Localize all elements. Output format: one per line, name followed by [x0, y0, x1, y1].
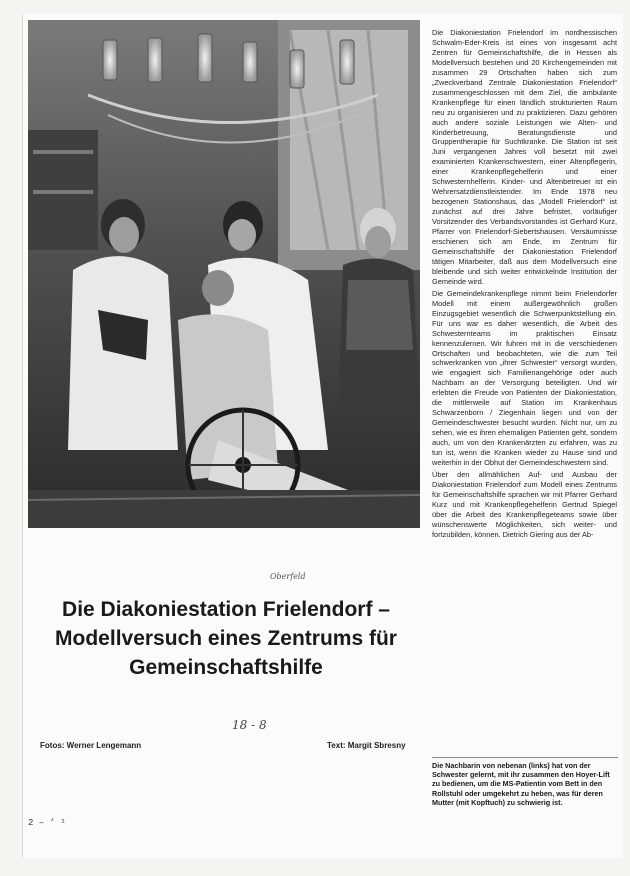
- handwritten-mark: 18 - 8: [232, 718, 267, 732]
- photo-caption: Die Nachbarin von nebenan (links) hat von der Schwester gelernt, mit ihr zusammen den Hoyer-Lift zu bedienen, um die MS-Patientin vom Bett in den Rollstuhl oder umgekehrt zu heben, was für deren Mutter (mit Kopftuch) zu schwierig ist.: [432, 757, 618, 807]
- headline-line: Die Diakoniestation Frielendorf –: [62, 598, 390, 621]
- article-paragraph: Über den allmählichen Auf- und Ausbau der Diakoniestation Frielendorf zum Modell eines Zentrums für Gemeinschaftshilfe sprachen wir mit Pfarrer Gerhard Kurz und mit Krankenpflegehelferin Gertrud Spiegel über die Arbeit des Krankenpflegeteams sowie über wünschenswerte Möglichkeiten, sich weiter- und fortzubilden, können. Dietrich Giering aus der Ab-: [432, 469, 617, 539]
- photo-image: [28, 20, 420, 528]
- article-paragraph: Die Diakoniestation Frielendorf im nordhessischen Schwalm-Eder-Kreis ist eines von insgesamt acht Zentren für Gemeinschaftshilfe, die in Hessen als Modellversuch bestehen und 20 Kirchengemeinden mit zusammen 29 Ortschaften haben sich zum „Zweckverband Zentrale Diakoniestation Frielendorf“ zusammengeschlossen mit dem Ziel, die ambulante Krankenpflege für einen ländlich strukturierten Raum neu zu organisieren und zu praktizieren. Dazu gehören auch andere soziale Leistungen wie Alten- und Kinderbetreuung, Beratungsdienste und Gruppentherapie für Suchtkranke. Die Station ist seit Juni vergangenen Jahres voll besetzt mit zwei examinierten Krankenschwestern, einer Altenpflegerin, einer Krankenpflegehelferin und einer Schwesternhelferin. Kinder- und Altenbetreuer ist ein Wehrersatzdienstleistender. Im Ende 1978 neu bezogenen Stationshaus, das „Modell Frielendorf“ ist zunächst auf drei Jahre befristet, vorläufiger Vorsitzender des Verbandsvorstandes ist Gerhard Kurz, Pfarrer von Frielendorf-Siebertshausen. Versäumnisse erschienen sich am Ende, im Zentrum für Gemeinschaftshilfe der Diakoniestation Frielendorf tätigen Mitarbeiter, daß aus dem Modellversuch eine bleibende und sich weiter entwickelnde Institution der Gemeinde wird.: [432, 28, 617, 286]
- text-credit: Text: Margit Sbresny: [327, 741, 406, 750]
- handwritten-note: Oberfeld: [270, 572, 306, 581]
- article-photo: [28, 20, 420, 528]
- headline-line: Modellversuch eines Zentrums für: [55, 627, 397, 650]
- article-body: [432, 28, 617, 542]
- page-number: 2 – ’ ¹: [28, 818, 66, 828]
- headline-line: Gemeinschaftshilfe: [129, 656, 323, 679]
- article-headline: [30, 595, 422, 682]
- photo-credit: Fotos: Werner Lengemann: [40, 741, 142, 750]
- article-paragraph: Die Gemeindekrankenpflege nimmt beim Frielendorfer Modell mit einem außergewöhnlich großen Einzugsgebiet wesentlich die Schwerpunktstellung ein. Für uns war es daher wesentlich, die Arbeit des Schwesternteams im praktischen Einsatz kennenzulernen. Wir fuhren mit in die verschiedenen Ortschaften und beobachteten, wie die zum Teil schwerkranken von „ihrer Schwester“ versorgt wurden, wie engagiert sich Familienangehörige oder auch Nachbarn an der Versorgung beteiligten. Und wir erlebten die Freude von Patienten der Diakoniestation, die mittlerweile auf Station im Krankenhaus Schwarzenborn / Ziegenhain liegen und von der Gemeindeschwester besucht wurden. Nicht nur, um zu sehen, wie es ihren ehemaligen Patienten geht, sondern auch, um von den Krankenärzten zu erfahren, was zu tun ist, wenn die Kranken wieder zu Hause sind und weiterhin in der Obhut der Gemeindeschwestern sind.: [432, 288, 617, 467]
